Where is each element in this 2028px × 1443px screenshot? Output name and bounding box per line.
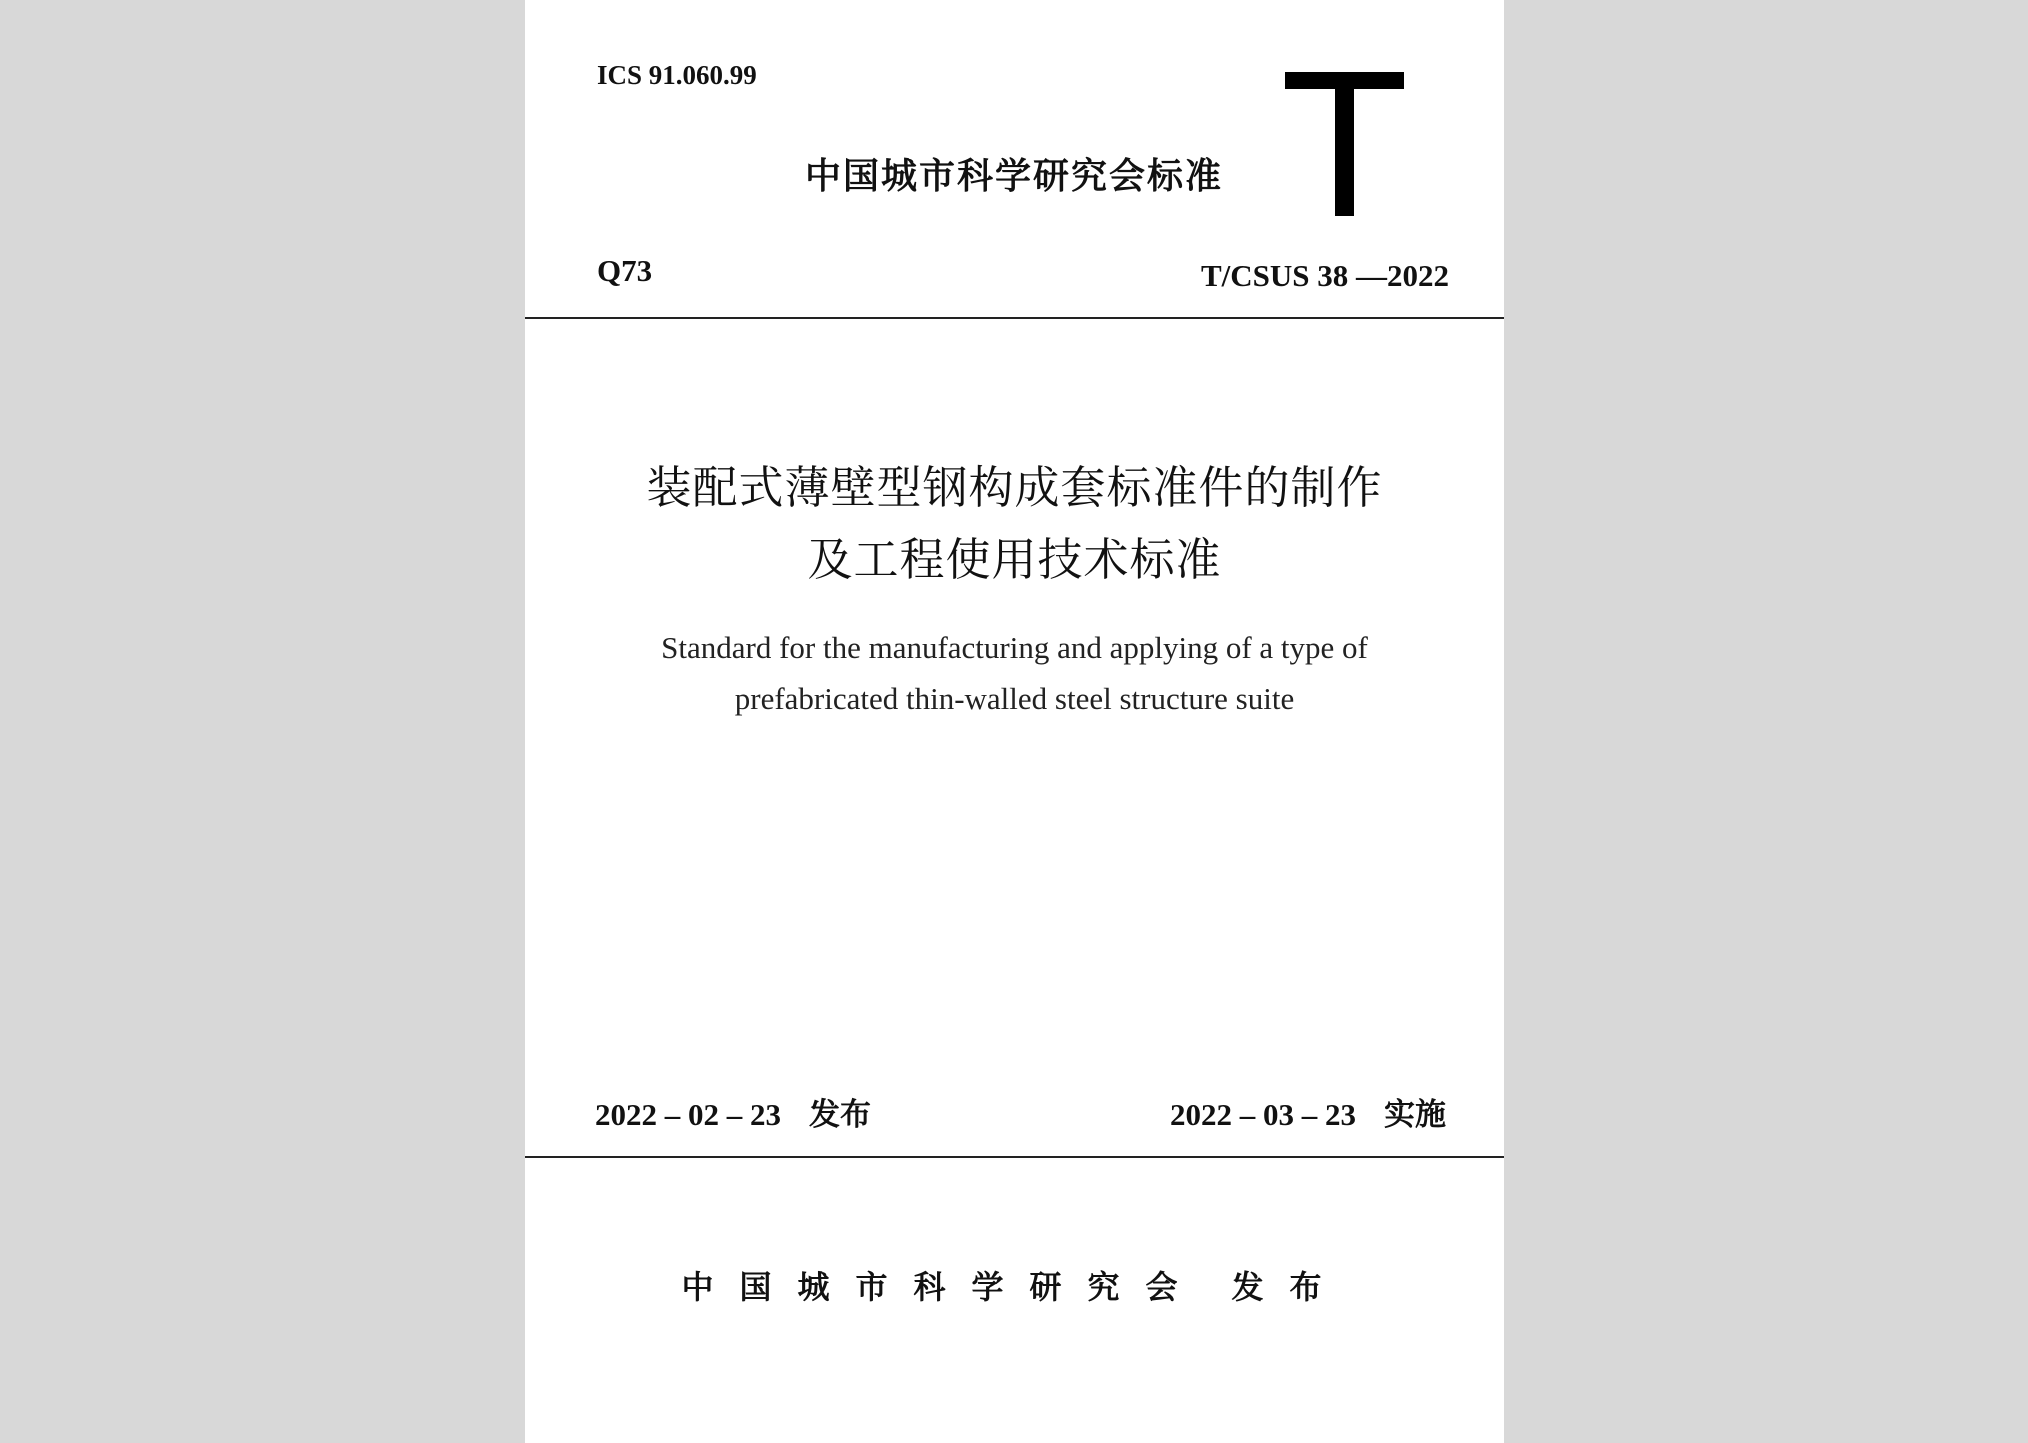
publisher-line — [525, 1262, 1504, 1308]
chinese-title-line-1: 装配式薄壁型钢构成套标准件的制作 — [646, 461, 1383, 514]
implement-label: 实施 — [1384, 1097, 1446, 1133]
implement-date-block — [1170, 1089, 1446, 1134]
chinese-title — [525, 452, 1504, 596]
classification-code: Q73 — [597, 253, 653, 288]
implement-date: 2022 – 03 – 23 — [1170, 1097, 1356, 1132]
english-title — [525, 622, 1504, 724]
publisher-org: 中国城市科学研究会 — [681, 1268, 1204, 1306]
issue-label: 发布 — [809, 1097, 871, 1133]
t-mark-logo-stem — [1335, 72, 1354, 216]
top-divider — [525, 317, 1504, 319]
issue-date-block — [595, 1089, 871, 1134]
english-title-line-1: Standard for the manufacturing and applying of a type of — [661, 630, 1368, 665]
standard-cover-page — [525, 0, 1504, 1443]
standard-type-heading: 中国城市科学研究会标准 — [805, 156, 1224, 197]
ics-code: ICS 91.060.99 — [597, 60, 757, 90]
english-title-line-2: prefabricated thin-walled steel structure suite — [734, 681, 1295, 716]
bottom-divider — [525, 1156, 1504, 1158]
issue-date: 2022 – 02 – 23 — [595, 1097, 781, 1132]
standard-number: T/CSUS 38 —2022 — [1200, 258, 1449, 293]
chinese-title-line-2: 及工程使用技术标准 — [807, 533, 1222, 586]
publisher-action: 发布 — [1231, 1268, 1348, 1306]
